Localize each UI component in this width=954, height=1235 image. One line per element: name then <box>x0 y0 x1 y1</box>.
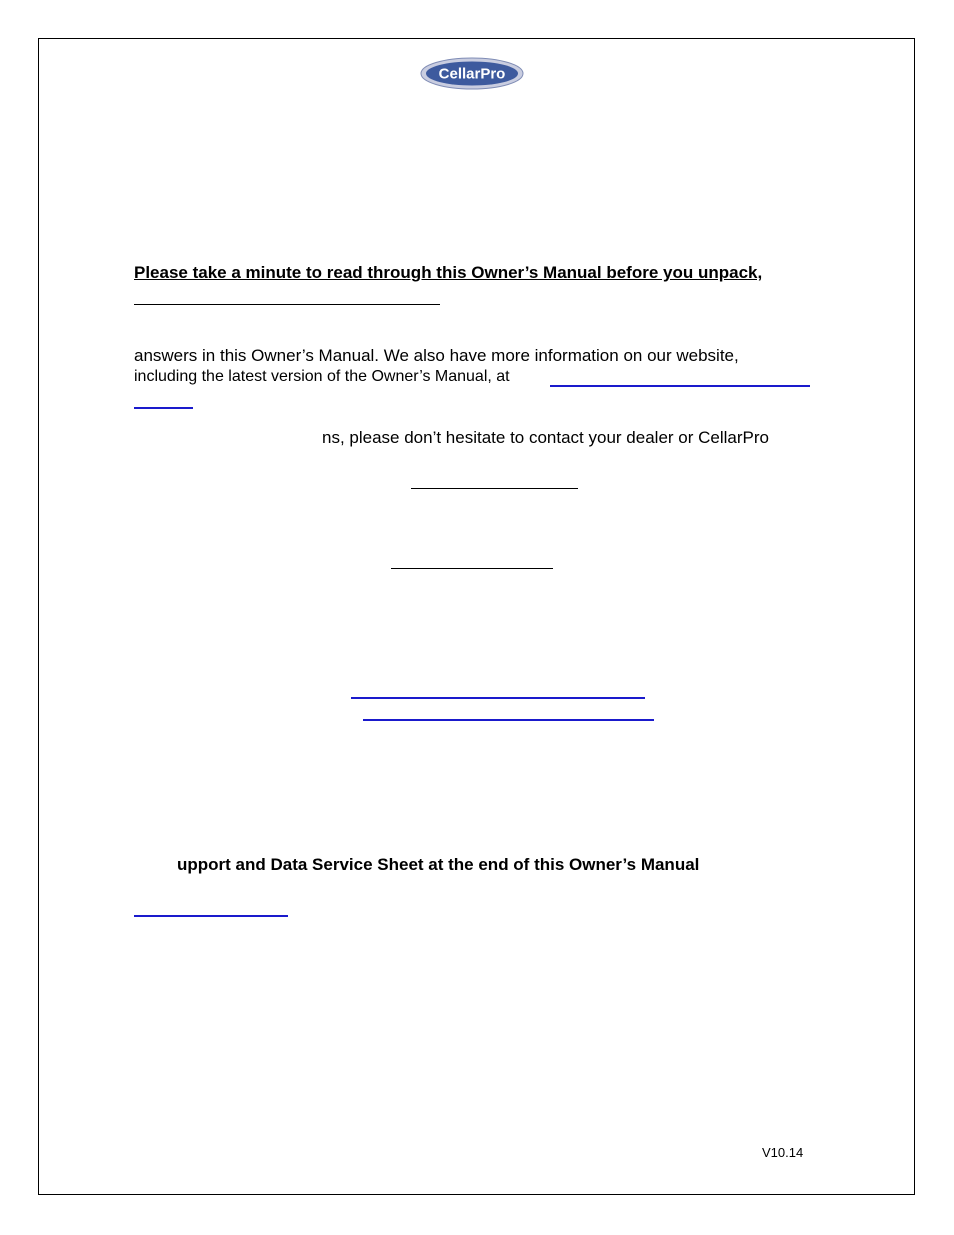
website-link[interactable] <box>550 385 810 387</box>
email-link-1[interactable] <box>351 697 645 699</box>
logo-text: CellarPro <box>438 65 506 83</box>
email-link-2[interactable] <box>363 719 654 721</box>
intro-heading: Please take a minute to read through this Owner’s Manual before you unpack, <box>134 263 763 282</box>
body-line-3: ns, please don’t hesitate to contact your dealer or CellarPro <box>322 428 769 447</box>
cellarpro-logo <box>420 57 524 90</box>
version-label: V10.14 <box>762 1145 804 1160</box>
contact-link-2[interactable] <box>391 568 553 569</box>
page-border <box>38 38 915 1195</box>
bottom-link[interactable] <box>134 915 288 917</box>
contact-link-1[interactable] <box>411 488 578 489</box>
heading-underline-continuation <box>134 304 440 305</box>
body-line-2: including the latest version of the Owner’s Manual, at <box>134 368 510 385</box>
body-line-1: answers in this Owner’s Manual. We also have more information on our website, <box>134 346 739 365</box>
website-link-continuation[interactable] <box>134 407 193 409</box>
support-note: upport and Data Service Sheet at the end of this Owner’s Manual <box>177 855 700 874</box>
